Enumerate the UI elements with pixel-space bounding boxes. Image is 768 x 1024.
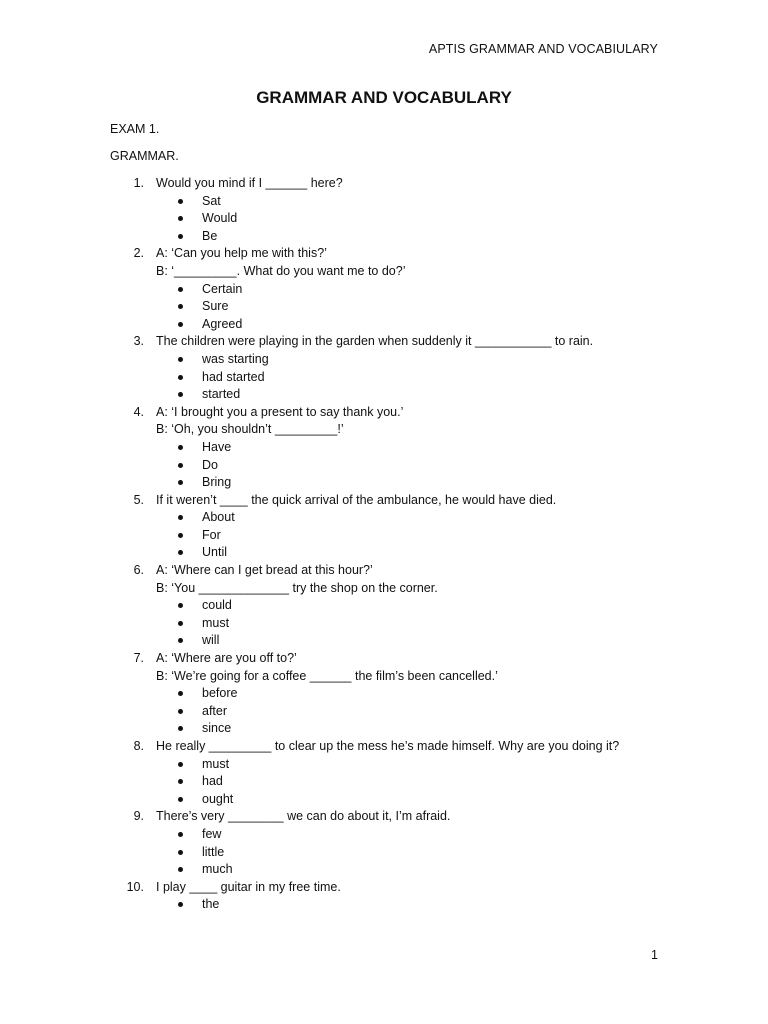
question-text: A: ‘Where can I get bread at this hour?’ — [156, 563, 373, 578]
answer-option — [156, 210, 768, 228]
answer-option — [156, 193, 768, 211]
question-number: 2. — [133, 246, 144, 261]
question-text: B: ‘_________. What do you want me to do?’ — [156, 263, 406, 278]
answer-option — [156, 720, 768, 738]
question-item — [0, 333, 768, 403]
answer-option — [156, 386, 768, 404]
bullet-icon — [178, 779, 183, 784]
answer-option — [156, 351, 768, 369]
option-list — [156, 597, 768, 650]
question-item — [0, 562, 768, 650]
question-text: A: ‘Where are you off to?’ — [156, 651, 297, 666]
option-text: Would — [202, 211, 238, 226]
bullet-icon — [178, 762, 183, 767]
option-text: was starting — [202, 351, 269, 366]
option-text: few — [202, 826, 222, 841]
question-number: 6. — [133, 563, 144, 578]
question-item — [0, 808, 768, 878]
question-text: There’s very ________ we can do about it, I’m afraid. — [156, 809, 451, 824]
bullet-icon — [178, 304, 183, 309]
answer-option — [156, 281, 768, 299]
bullet-icon — [178, 322, 183, 327]
option-list — [156, 509, 768, 562]
question-item — [0, 738, 768, 808]
option-list — [156, 685, 768, 738]
running-header: APTIS GRAMMAR AND VOCABIULARY — [428, 42, 658, 56]
question-text: B: ‘We’re going for a coffee ______ the film’s been cancelled.’ — [156, 668, 498, 683]
option-text: Agreed — [202, 316, 243, 331]
question-text: B: ‘You _____________ try the shop on the corner. — [156, 580, 438, 595]
option-list — [156, 826, 768, 879]
bullet-icon — [178, 357, 183, 362]
option-list — [156, 896, 768, 914]
question-number: 3. — [133, 334, 144, 349]
bullet-icon — [178, 550, 183, 555]
question-number: 7. — [133, 651, 144, 666]
question-text: B: ‘Oh, you shouldn’t _________!’ — [156, 422, 344, 437]
answer-option — [156, 826, 768, 844]
bullet-icon — [178, 638, 183, 643]
bullet-icon — [178, 480, 183, 485]
option-text: Do — [202, 457, 218, 472]
answer-option — [156, 369, 768, 387]
option-text: Bring — [202, 475, 232, 490]
option-text: had — [202, 774, 223, 789]
answer-option — [156, 544, 768, 562]
question-number: 4. — [133, 404, 144, 419]
answer-option — [156, 773, 768, 791]
question-text: A: ‘Can you help me with this?’ — [156, 246, 327, 261]
option-text: Sure — [202, 299, 229, 314]
bullet-icon — [178, 797, 183, 802]
bullet-icon — [178, 832, 183, 837]
question-text: Would you mind if I ______ here? — [156, 176, 343, 190]
bullet-icon — [178, 709, 183, 714]
option-list — [156, 351, 768, 404]
bullet-icon — [178, 392, 183, 397]
question-number: 5. — [133, 492, 144, 507]
option-text: before — [202, 686, 238, 701]
option-text: Certain — [202, 281, 243, 296]
option-text: since — [202, 721, 232, 736]
question-text: The children were playing in the garden when suddenly it ___________ to rain. — [156, 334, 594, 349]
page-number: 1 — [651, 948, 658, 962]
bullet-icon — [178, 533, 183, 538]
option-list — [156, 193, 768, 246]
question-text: If it weren’t ____ the quick arrival of the ambulance, he would have died. — [156, 492, 557, 507]
option-text: must — [202, 756, 230, 771]
answer-option — [156, 632, 768, 650]
bullet-icon — [178, 463, 183, 468]
answer-option — [156, 791, 768, 809]
option-text: will — [202, 633, 220, 648]
answer-option — [156, 844, 768, 862]
document-title: GRAMMAR AND VOCABULARY — [256, 88, 512, 107]
answer-option — [156, 703, 768, 721]
answer-option — [156, 615, 768, 633]
question-number: 9. — [133, 809, 144, 824]
question-number: 8. — [133, 739, 144, 753]
bullet-icon — [178, 216, 183, 221]
exam-label: EXAM 1. — [110, 122, 160, 136]
answer-option — [156, 685, 768, 703]
bullet-icon — [178, 375, 183, 380]
question-item — [0, 879, 768, 914]
question-number: 10. — [126, 879, 144, 894]
option-text: after — [202, 703, 228, 718]
bullet-icon — [178, 234, 183, 239]
option-text: had started — [202, 369, 265, 384]
option-text: little — [202, 844, 225, 859]
question-text: He really _________ to clear up the mess he’s made himself. Why are you doing it? — [156, 739, 620, 753]
option-text: much — [202, 862, 233, 877]
option-text: About — [202, 510, 235, 525]
option-text: Until — [202, 545, 228, 560]
bullet-icon — [178, 621, 183, 626]
option-text: ought — [202, 791, 234, 806]
option-text: must — [202, 615, 230, 630]
answer-option — [156, 896, 768, 914]
section-label: GRAMMAR. — [110, 149, 179, 163]
answer-option — [156, 228, 768, 246]
option-text: started — [202, 387, 241, 402]
bullet-icon — [178, 287, 183, 292]
option-text: For — [202, 527, 221, 542]
bullet-icon — [178, 691, 183, 696]
bullet-icon — [178, 726, 183, 731]
question-list — [0, 175, 768, 914]
answer-option — [156, 527, 768, 545]
question-number: 1. — [133, 176, 144, 190]
option-text: the — [202, 897, 220, 912]
question-text: A: ‘I brought you a present to say thank you.’ — [156, 404, 404, 419]
option-list — [156, 439, 768, 492]
answer-option — [156, 474, 768, 492]
answer-option — [156, 756, 768, 774]
bullet-icon — [178, 199, 183, 204]
option-text: Be — [202, 228, 218, 243]
bullet-icon — [178, 850, 183, 855]
answer-option — [156, 298, 768, 316]
question-item — [0, 175, 768, 245]
bullet-icon — [178, 902, 183, 907]
option-text: could — [202, 598, 232, 613]
answer-option — [156, 509, 768, 527]
option-text: Sat — [202, 193, 221, 208]
option-list — [156, 756, 768, 809]
question-item — [0, 404, 768, 492]
answer-option — [156, 861, 768, 879]
answer-option — [156, 597, 768, 615]
bullet-icon — [178, 515, 183, 520]
bullet-icon — [178, 445, 183, 450]
answer-option — [156, 457, 768, 475]
question-text: I play ____ guitar in my free time. — [156, 879, 341, 894]
bullet-icon — [178, 603, 183, 608]
option-list — [156, 281, 768, 334]
option-text: Have — [202, 439, 232, 454]
question-item — [0, 245, 768, 333]
answer-option — [156, 316, 768, 334]
question-item — [0, 650, 768, 738]
bullet-icon — [178, 867, 183, 872]
answer-option — [156, 439, 768, 457]
question-item — [0, 492, 768, 562]
